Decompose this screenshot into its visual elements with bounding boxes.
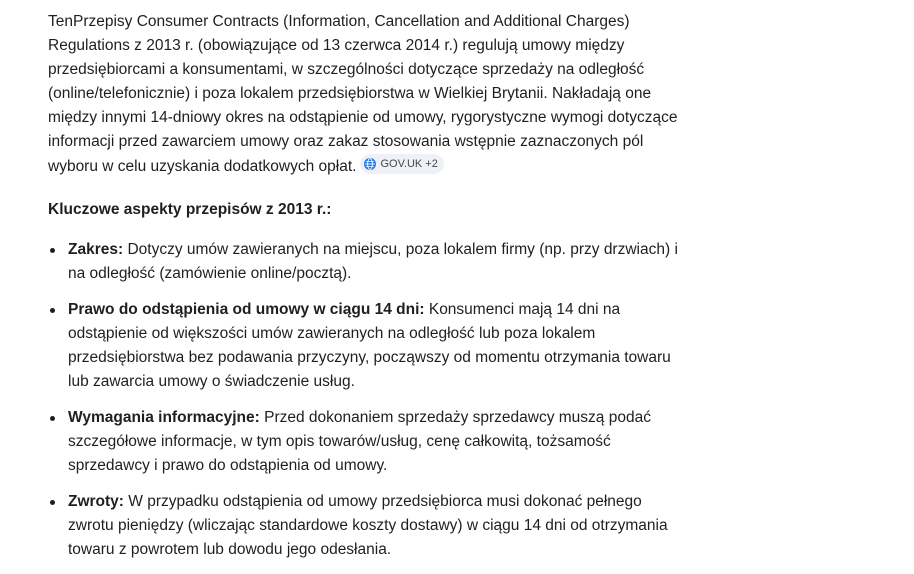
list-item xyxy=(68,298,678,394)
list-item-title: Zakres: xyxy=(68,241,124,258)
list-item-text: Przed dokonaniem sprzedaży sprzedawcy muszą podać szczegółowe informacje, w tym opis towarów/usług, cenę całkowitą, tożsamość sprzedawcy i prawo do odstąpienia od umowy. xyxy=(68,409,651,474)
list-item-text: Dotyczy umów zawieranych na miejscu, poza lokalem firmy (np. przy drzwiach) i na odległość (zamówienie online/pocztą). xyxy=(68,241,678,282)
list-item xyxy=(68,406,678,478)
source-chip[interactable] xyxy=(360,154,443,174)
list-item-title: Prawo do odstąpienia od umowy w ciągu 14 dni: xyxy=(68,301,425,318)
list-item-title: Wymagania informacyjne: xyxy=(68,409,260,426)
intro-paragraph xyxy=(48,10,678,179)
source-chip-label: GOV.UK +2 xyxy=(380,158,438,170)
response-content xyxy=(48,10,678,574)
intro-text: TenPrzepisy Consumer Contracts (Information, Cancellation and Additional Charges) Regulations z 2013 r. (obowiązujące od 13 czerwca 2014 r.) regulują umowy między przedsiębiorcami a konsumentami, w szczególności dotyczące sprzedaży na odległość (online/telefonicznie) i poza lokalem przedsiębiorstwa w Wielkiej Brytanii. Nakładają one między innymi 14-dniowy okres na odstąpienie od umowy, rygorystyczne wymogi dotyczące informacji przed zawarciem umowy oraz zakaz stosowania wstępnie zaznaczonych pól wyboru w celu uzyskania dodatkowych opłat. xyxy=(48,13,678,175)
list-item xyxy=(68,490,678,562)
list-item-title: Zwroty: xyxy=(68,493,124,510)
list-item xyxy=(68,238,678,286)
aspects-list xyxy=(48,238,678,562)
section-heading: Kluczowe aspekty przepisów z 2013 r.: xyxy=(48,201,332,218)
list-item-text: W przypadku odstąpienia od umowy przedsiębiorca musi dokonać pełnego zwrotu pieniędzy (wliczając standardowe koszty dostawy) w ciągu 14 dni od otrzymania towaru z powrotem lub dowodu jego odesłania. xyxy=(68,493,668,558)
globe-icon xyxy=(364,158,376,170)
list-item-text: Konsumenci mają 14 dni na odstąpienie od większości umów zawieranych na odległość lub poza lokalem przedsiębiorstwa bez podawania przyczyny, począwszy od momentu otrzymania towaru lub zawarcia umowy o świadczenie usług. xyxy=(68,301,671,390)
